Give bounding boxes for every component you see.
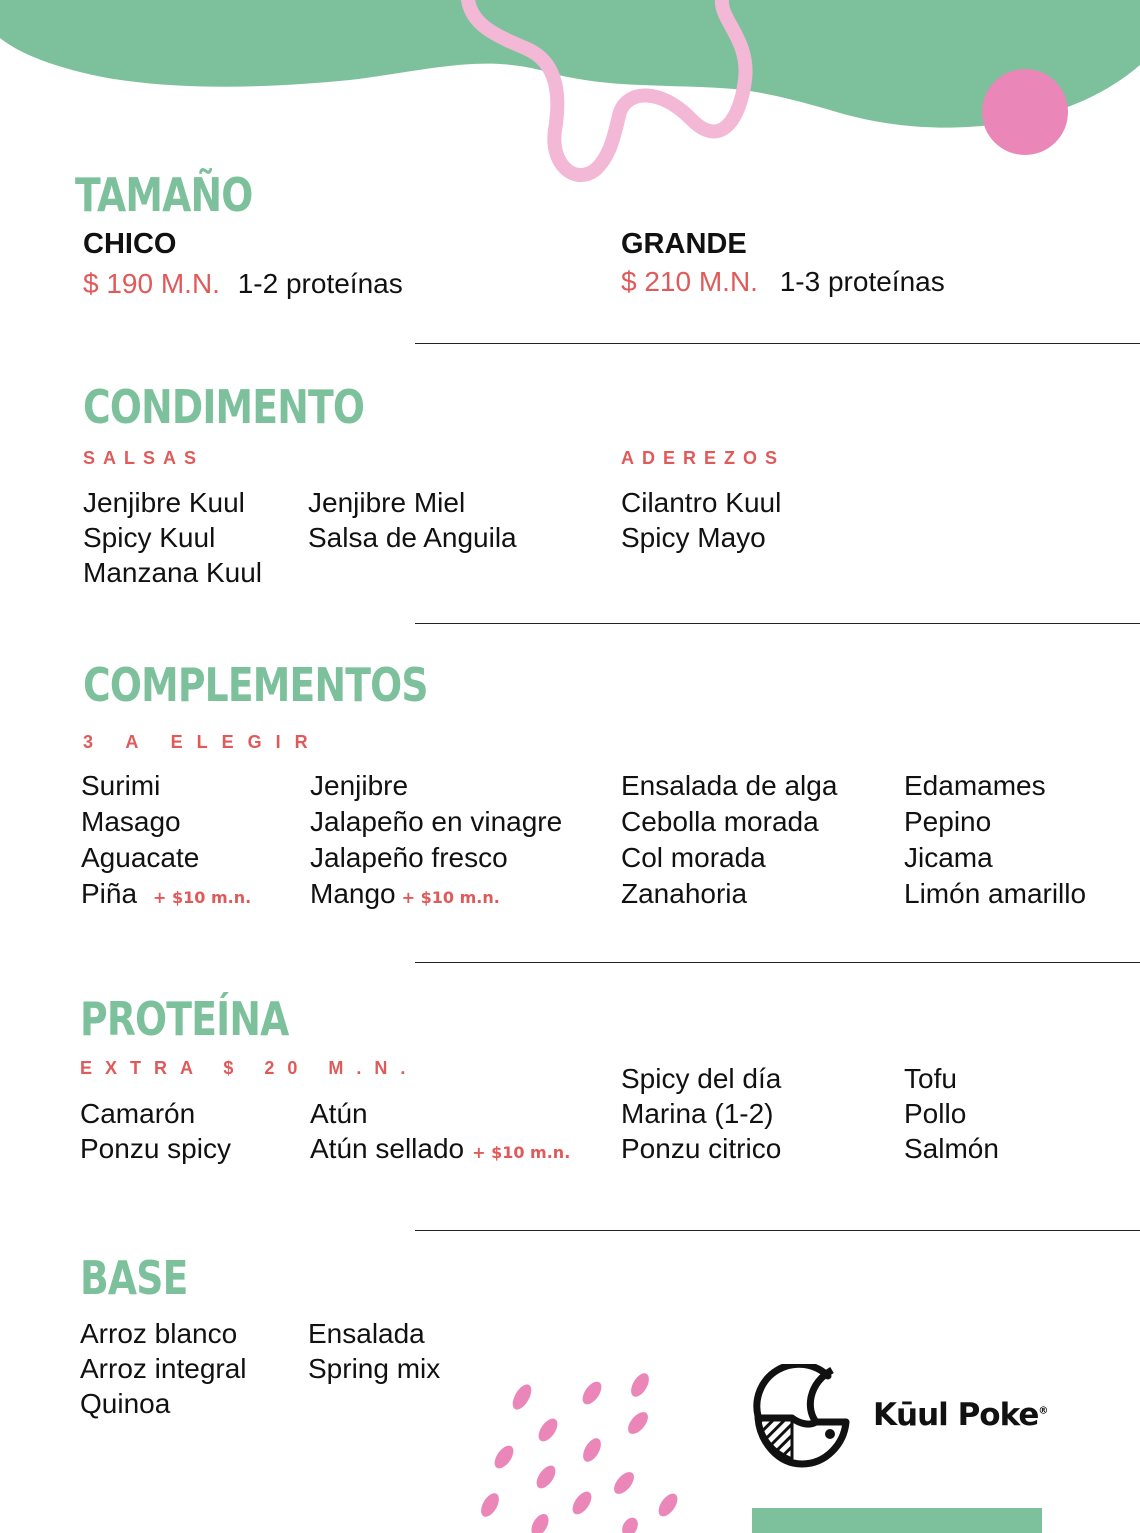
petals-decoration bbox=[470, 1365, 690, 1533]
registered-mark: ® bbox=[1038, 1405, 1048, 1417]
complementos-list-3 bbox=[621, 768, 837, 912]
size-chico-desc: 1-2 proteínas bbox=[237, 268, 403, 299]
list-item: Tofu bbox=[904, 1063, 957, 1094]
size-grande-price: $ 210 M.N. bbox=[621, 266, 758, 297]
brand-name bbox=[873, 1397, 1048, 1433]
list-item: Cebolla morada bbox=[621, 806, 819, 837]
aderezos-label: ADEREZOS bbox=[621, 448, 786, 468]
section-title-tamano: TAMAÑO bbox=[75, 168, 253, 222]
divider bbox=[415, 1230, 1140, 1231]
section-title-condimento: CONDIMENTO bbox=[83, 380, 365, 434]
list-item: Jalapeño fresco bbox=[310, 842, 508, 873]
list-item: Camarón bbox=[80, 1098, 196, 1129]
list-item: Jenjibre Miel bbox=[308, 487, 466, 518]
list-item: Spicy del día bbox=[621, 1063, 782, 1094]
green-wave bbox=[0, 0, 1140, 128]
size-chico-name: CHICO bbox=[83, 228, 177, 260]
footer-green-bar bbox=[752, 1508, 1042, 1533]
list-item: Jalapeño en vinagre bbox=[310, 806, 563, 837]
pink-dot bbox=[982, 69, 1068, 155]
complementos-list-1 bbox=[81, 768, 251, 912]
list-item: Aguacate bbox=[81, 842, 200, 873]
item-label: Atún sellado bbox=[310, 1133, 465, 1164]
size-chico-price: $ 190 M.N. bbox=[83, 268, 220, 299]
brand-text: Kūul Poke bbox=[873, 1397, 1039, 1433]
size-grande-name: GRANDE bbox=[621, 228, 747, 260]
divider bbox=[415, 962, 1140, 963]
section-title-complementos: COMPLEMENTOS bbox=[83, 658, 428, 712]
fish-logo-icon bbox=[748, 1364, 853, 1472]
list-item: Surimi bbox=[81, 770, 161, 801]
list-item: Quinoa bbox=[80, 1388, 171, 1419]
size-grande-desc: 1-3 proteínas bbox=[779, 266, 945, 297]
extra-charge: + $10 m.n. bbox=[401, 888, 500, 907]
list-item: Salsa de Anguila bbox=[308, 522, 517, 553]
complementos-list-4 bbox=[904, 768, 1086, 912]
list-item: Jicama bbox=[904, 842, 993, 873]
proteina-list-3 bbox=[621, 1061, 781, 1166]
section-title-base: BASE bbox=[80, 1251, 188, 1305]
list-item: Limón amarillo bbox=[904, 878, 1087, 909]
section-title-proteina: PROTEÍNA bbox=[80, 992, 289, 1046]
item-label: Mango bbox=[310, 878, 396, 909]
list-item: Ensalada de alga bbox=[621, 770, 838, 801]
list-item: Manzana Kuul bbox=[83, 557, 263, 588]
proteina-list-4 bbox=[904, 1061, 999, 1166]
list-item: Zanahoria bbox=[621, 878, 748, 909]
list-item: Spicy Mayo bbox=[621, 522, 766, 553]
extra-charge: + $10 m.n. bbox=[472, 1143, 571, 1162]
base-list-2 bbox=[308, 1316, 440, 1386]
divider bbox=[415, 343, 1140, 344]
proteina-list-1 bbox=[80, 1096, 231, 1166]
proteina-list-2 bbox=[310, 1096, 570, 1166]
list-item: Atún bbox=[310, 1098, 368, 1129]
list-item-pina bbox=[81, 876, 251, 912]
list-item: Ponzu spicy bbox=[80, 1133, 231, 1164]
list-item: Pollo bbox=[904, 1098, 967, 1129]
size-chico-line bbox=[83, 270, 403, 298]
list-item: Jenjibre bbox=[310, 770, 409, 801]
list-item: Marina (1-2) bbox=[621, 1098, 774, 1129]
divider bbox=[415, 623, 1140, 624]
base-list-1 bbox=[80, 1316, 247, 1421]
list-item-mango bbox=[310, 876, 562, 912]
salsas-list-1 bbox=[83, 485, 262, 590]
salsas-label: SALSAS bbox=[83, 448, 205, 468]
list-item: Edamames bbox=[904, 770, 1046, 801]
list-item: Masago bbox=[81, 806, 181, 837]
list-item: Salmón bbox=[904, 1133, 999, 1164]
list-item: Ponzu citrico bbox=[621, 1133, 782, 1164]
extra-charge: + $10 m.n. bbox=[153, 888, 252, 907]
aderezos-list bbox=[621, 485, 781, 555]
list-item: Jenjibre Kuul bbox=[83, 487, 245, 518]
list-item: Arroz blanco bbox=[80, 1318, 238, 1349]
list-item: Spicy Kuul bbox=[83, 522, 216, 553]
size-grande-line bbox=[621, 268, 945, 296]
complementos-sub: 3 A ELEGIR bbox=[83, 732, 322, 752]
list-item: Ensalada bbox=[308, 1318, 425, 1349]
list-item: Arroz integral bbox=[80, 1353, 247, 1384]
complementos-list-2 bbox=[310, 768, 562, 912]
list-item: Spring mix bbox=[308, 1353, 441, 1384]
proteina-sub: EXTRA $ 20 M.N. bbox=[80, 1058, 419, 1078]
list-item-atun-sellado bbox=[310, 1131, 570, 1166]
list-item: Cilantro Kuul bbox=[621, 487, 782, 518]
item-label: Piña bbox=[81, 878, 138, 909]
salsas-list-2 bbox=[308, 485, 517, 555]
list-item: Col morada bbox=[621, 842, 766, 873]
list-item: Pepino bbox=[904, 806, 992, 837]
